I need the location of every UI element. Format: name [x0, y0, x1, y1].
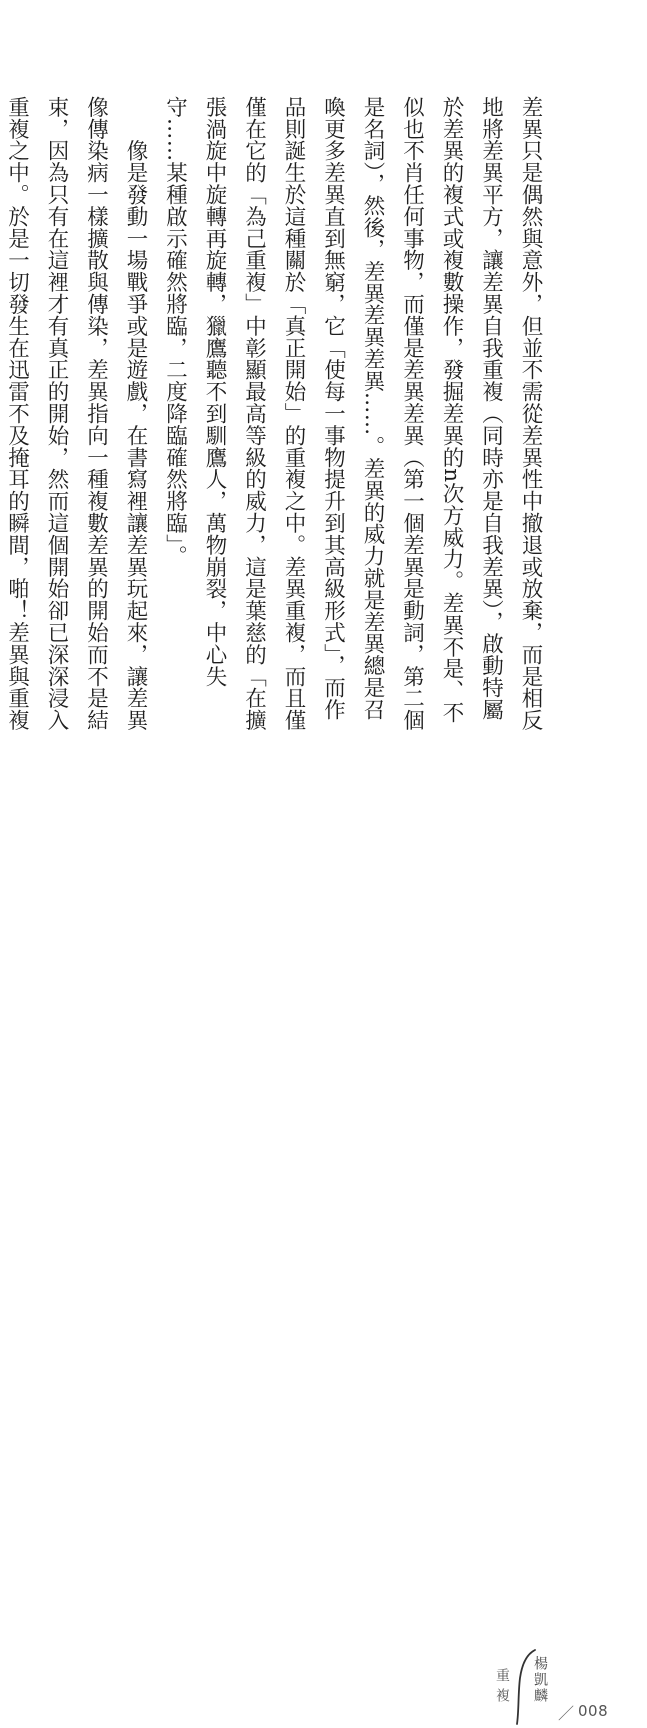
- running-title: 重複: [494, 1668, 510, 1708]
- vertical-text-block: [4, 96, 550, 741]
- page-separator: ／: [558, 1704, 575, 1723]
- paragraph-1: 差異只是偶然與意外，但並不需從差異性中撤退或放棄，而是相反地將差異平方，讓差異自我重複（同時亦是自我差異），啟動特屬於差異的複式或複數操作，發掘差異的n次方威力。差異不是、不似也不肖任何事物，而僅是差異差異（第一個差異是動詞，第二個是名詞），然後，差異差異差異……。差異的威力就是差異總是召喚更多差異直到無窮，它「使每一事物提升到其高級形式」，而作品則誕生於這種關於「真正開始」的重複之中。差異重複，而且僅僅在它的「為己重複」中彰顯最高等級的威力，這是葉慈的「在擴張渦旋中旋轉再旋轉，獵鷹聽不到馴鷹人，萬物崩裂，中心失守……某種啟示確然將臨，二度降臨確然將臨」。: [162, 96, 543, 732]
- page-footer: [0, 820, 647, 1723]
- page-number: 008: [578, 1702, 609, 1720]
- author-name: 楊凱麟: [532, 1656, 548, 1704]
- paragraph-2: 像是發動一場戰爭或是遊戲，在書寫裡讓差異玩起來，讓差異像傳染病一樣擴散與傳染，差異指向一種複數差異的開始而不是結束，因為只有在這裡才有真正的開始，然而這個開始卻已深深浸入重複之中。於是一切發生在迅雷不及掩耳的瞬間，啪！差異與重複: [4, 96, 148, 732]
